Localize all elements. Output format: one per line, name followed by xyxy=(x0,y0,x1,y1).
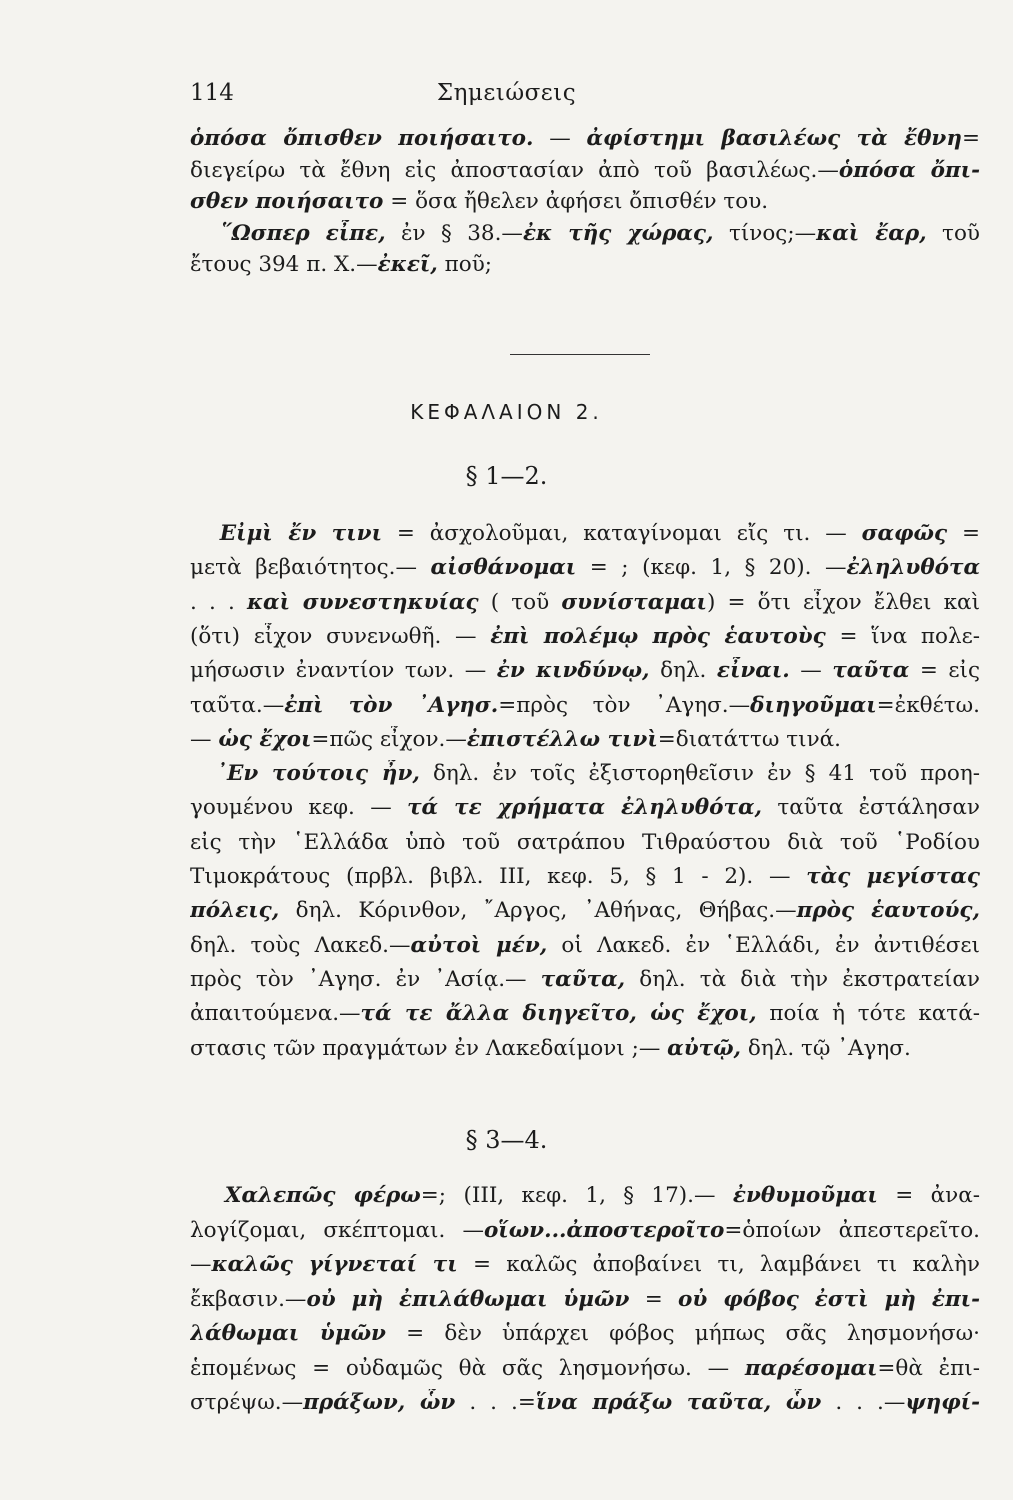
text-line: διεγείρω τὰ ἔθνη εἰς ἀποστασίαν ἀπὸ τοῦ βασιλέως.—ὁπόσα ὄπι- xyxy=(190,157,980,183)
text-line: — ὡς ἔχοι=πῶς εἶχον.—ἐπιστέλλω τινὶ=διατάττω τινά. xyxy=(190,726,841,752)
text-line: Χαλεπῶς φέρω=; (III, κεφ. 1, § 17).— ἐνθυμοῦμαι = ἀνα- xyxy=(224,1183,980,1208)
text-line: λογίζομαι, σκέπτομαι. —οἵων...ἀποστεροῖτο=ὁποίων ἀπεστερεῖτο. xyxy=(190,1217,980,1243)
text-line: ὁπόσα ὄπισθεν ποιήσαιτο. — ἀφίστημι βασιλέως τὰ ἔθνη= xyxy=(190,126,980,151)
text-line: δηλ. τοὺς Λακεδ.—αὐτοὶ μέν, οἱ Λακεδ. ἐν ῾Ελλάδι, ἐν ἀντιθέσει xyxy=(190,932,980,958)
section-heading-3-4: § 3—4. xyxy=(465,1126,548,1154)
text-line: ἑπομένως = οὐδαμῶς θὰ σᾶς λησμονήσω. — παρέσομαι=θὰ ἐπι- xyxy=(190,1355,980,1381)
text-line: εἰς τὴν ῾Ελλάδα ὑπὸ τοῦ σατράπου Τιθραύστου διὰ τοῦ ῾Ροδίου xyxy=(190,829,980,855)
text-line: στρέψω.—πράξων, ὧν . . .=ἵνα πράξω ταῦτα, ὧν . . .—ψηφί- xyxy=(190,1390,980,1415)
text-line: γουμένου κεφ. — τά τε χρήματα ἐληλυθότα, ταῦτα ἐστάλησαν xyxy=(190,795,980,821)
text-line: μετὰ βεβαιότητος.— αἰσθάνομαι = ; (κεφ. 1, § 20). —ἐληλυθότα xyxy=(190,555,980,581)
text-line: . . . καὶ συνεστηκυίας ( τοῦ συνίσταμαι) = ὅτι εἶχον ἔλθει καὶ xyxy=(190,589,980,615)
text-line: ᾿Εν τούτοις ἦν, δηλ. ἐν τοῖς ἐξιστορηθεῖσιν ἐν § 41 τοῦ προη- xyxy=(216,761,980,787)
running-title: Σημειώσεις xyxy=(436,80,577,106)
text-line: ἔκβασιν.—οὐ μὴ ἐπιλάθωμαι ὑμῶν = οὐ φόβος ἐστὶ μὴ ἐπι- xyxy=(190,1286,980,1312)
text-line: Εἰμὶ ἔν τινι = ἀσχολοῦμαι, καταγίνομαι εἴς τι. — σαφῶς = xyxy=(219,521,980,546)
page-number: 114 xyxy=(190,80,234,106)
text-line: ἀπαιτούμενα.—τά τε ἄλλα διηγεῖτο, ὡς ἔχοι, ποία ἡ τότε κατά- xyxy=(190,1001,980,1027)
text-line: (ὅτι) εἶχον συνενωθῆ. — ἐπὶ πολέμῳ πρὸς ἑαυτοὺς = ἵνα πολε- xyxy=(190,623,980,649)
text-line: σθεν ποιήσαιτο = ὅσα ἤθελεν ἀφήσει ὄπισθέν του. xyxy=(190,189,769,214)
text-line: πόλεις, δηλ. Κόρινθον, ῎Αργος, ᾿Αθήνας, Θήβας.—πρὸς ἑαυτούς, xyxy=(190,898,980,924)
chapter-heading: ΚΕΦΑΛΑΙΟΝ 2. xyxy=(410,400,603,424)
text-line: ῞Ωσπερ εἶπε, ἐν § 38.—ἐκ τῆς χώρας, τίνος;—καὶ ἔαρ, τοῦ xyxy=(220,220,980,246)
text-line: Τιμοκράτους (πρβλ. βιβλ. III, κεφ. 5, § 1 - 2). — τὰς μεγίστας xyxy=(190,864,980,889)
text-line: στασις τῶν πραγμάτων ἐν Λακεδαίμονι ;— αὐτῷ, δηλ. τῷ ᾿Αγησ. xyxy=(190,1035,911,1061)
text-line: πρὸς τὸν ᾿Αγησ. ἐν ᾿Ασίᾳ.— ταῦτα, δηλ. τὰ διὰ τὴν ἐκστρατείαν xyxy=(190,966,980,992)
text-line: ταῦτα.—ἐπὶ τὸν ᾿Αγησ.=πρὸς τὸν ᾿Αγησ.—διηγοῦμαι=ἐκθέτω. xyxy=(190,692,980,718)
text-line: μήσωσιν ἐναντίον των. — ἐν κινδύνῳ, δηλ. εἶναι. — ταῦτα = εἰς xyxy=(190,658,980,684)
section-heading-1-2: § 1—2. xyxy=(465,462,548,490)
text-line: —καλῶς γίγνεταί τι = καλῶς ἀποβαίνει τι, λαμβάνει τι καλὴν xyxy=(190,1252,980,1277)
separator-rule xyxy=(510,354,650,355)
text-line: ἔτους 394 π. Χ.—ἐκεῖ, ποῦ; xyxy=(190,252,493,277)
text-line: λάθωμαι ὑμῶν = δὲν ὑπάρχει φόβος μήπως σᾶς λησμονήσω· xyxy=(190,1321,980,1346)
